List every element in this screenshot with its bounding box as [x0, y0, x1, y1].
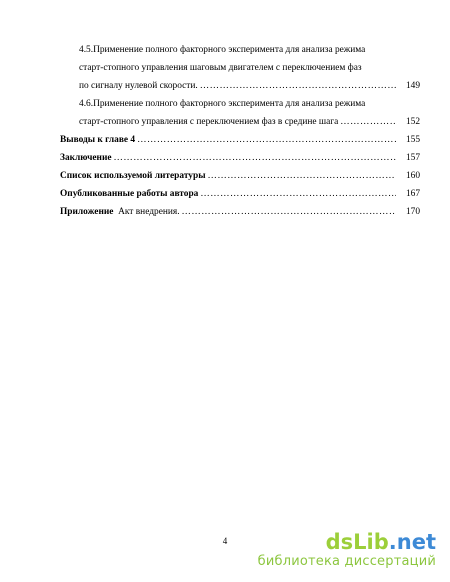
toc-conclusion-label: Заключение [60, 153, 112, 163]
dot-leader [340, 116, 396, 128]
logo-lib: Lib [353, 530, 389, 554]
dslib-logo [258, 530, 436, 554]
toc-references-label: Список используемой литературы [60, 171, 206, 181]
toc-4-5-line-3: по сигналу нулевой скорости. [79, 81, 198, 91]
page-number: 4 [222, 536, 228, 546]
dot-leader [208, 170, 396, 182]
toc-appendix-page: 170 [405, 207, 420, 217]
toc-4-5-line-2: старт-стопного управления шаговым двигателем с переключением фаз [79, 63, 362, 73]
dot-leader [182, 206, 396, 218]
toc-4-6-page: 152 [405, 117, 420, 127]
dslib-subtitle: библиотека диссертаций [257, 554, 436, 569]
dslib-watermark [258, 530, 436, 570]
logo-ds: ds [325, 530, 354, 554]
toc-references-page: 160 [405, 171, 420, 181]
toc-appendix-text: Акт внедрения. [118, 207, 180, 217]
toc-4-6-entry [79, 116, 420, 128]
toc-publications-label: Опубликованные работы автора [60, 189, 199, 199]
toc-references [60, 170, 420, 182]
toc-4-6-line-2: старт-стопного управления с переключением фаз в средине шага [79, 117, 339, 127]
toc-publications [60, 188, 420, 200]
dot-leader [200, 188, 396, 200]
toc-conclusion-page: 157 [405, 153, 420, 163]
toc-conclusions-ch4 [60, 134, 420, 146]
toc-4-5-entry [79, 80, 420, 92]
dot-leader [137, 134, 396, 146]
toc-4-6-line-1: 4.6.Применение полного факторного эксперимента для анализа режима [79, 99, 366, 109]
logo-net: .net [388, 530, 436, 554]
toc-conclusions-ch4-label: Выводы к главе 4 [60, 135, 136, 145]
dot-leader [114, 152, 396, 164]
toc-conclusion [60, 152, 420, 164]
toc-appendix [60, 206, 420, 218]
toc-appendix-label: Приложение [60, 207, 114, 217]
toc-publications-page: 167 [405, 189, 420, 199]
toc-4-5-page: 149 [405, 81, 420, 91]
toc-4-5-line-1: 4.5.Применение полного факторного эксперимента для анализа режима [79, 45, 366, 55]
toc-conclusions-ch4-page: 155 [405, 135, 420, 145]
dot-leader [200, 80, 396, 92]
